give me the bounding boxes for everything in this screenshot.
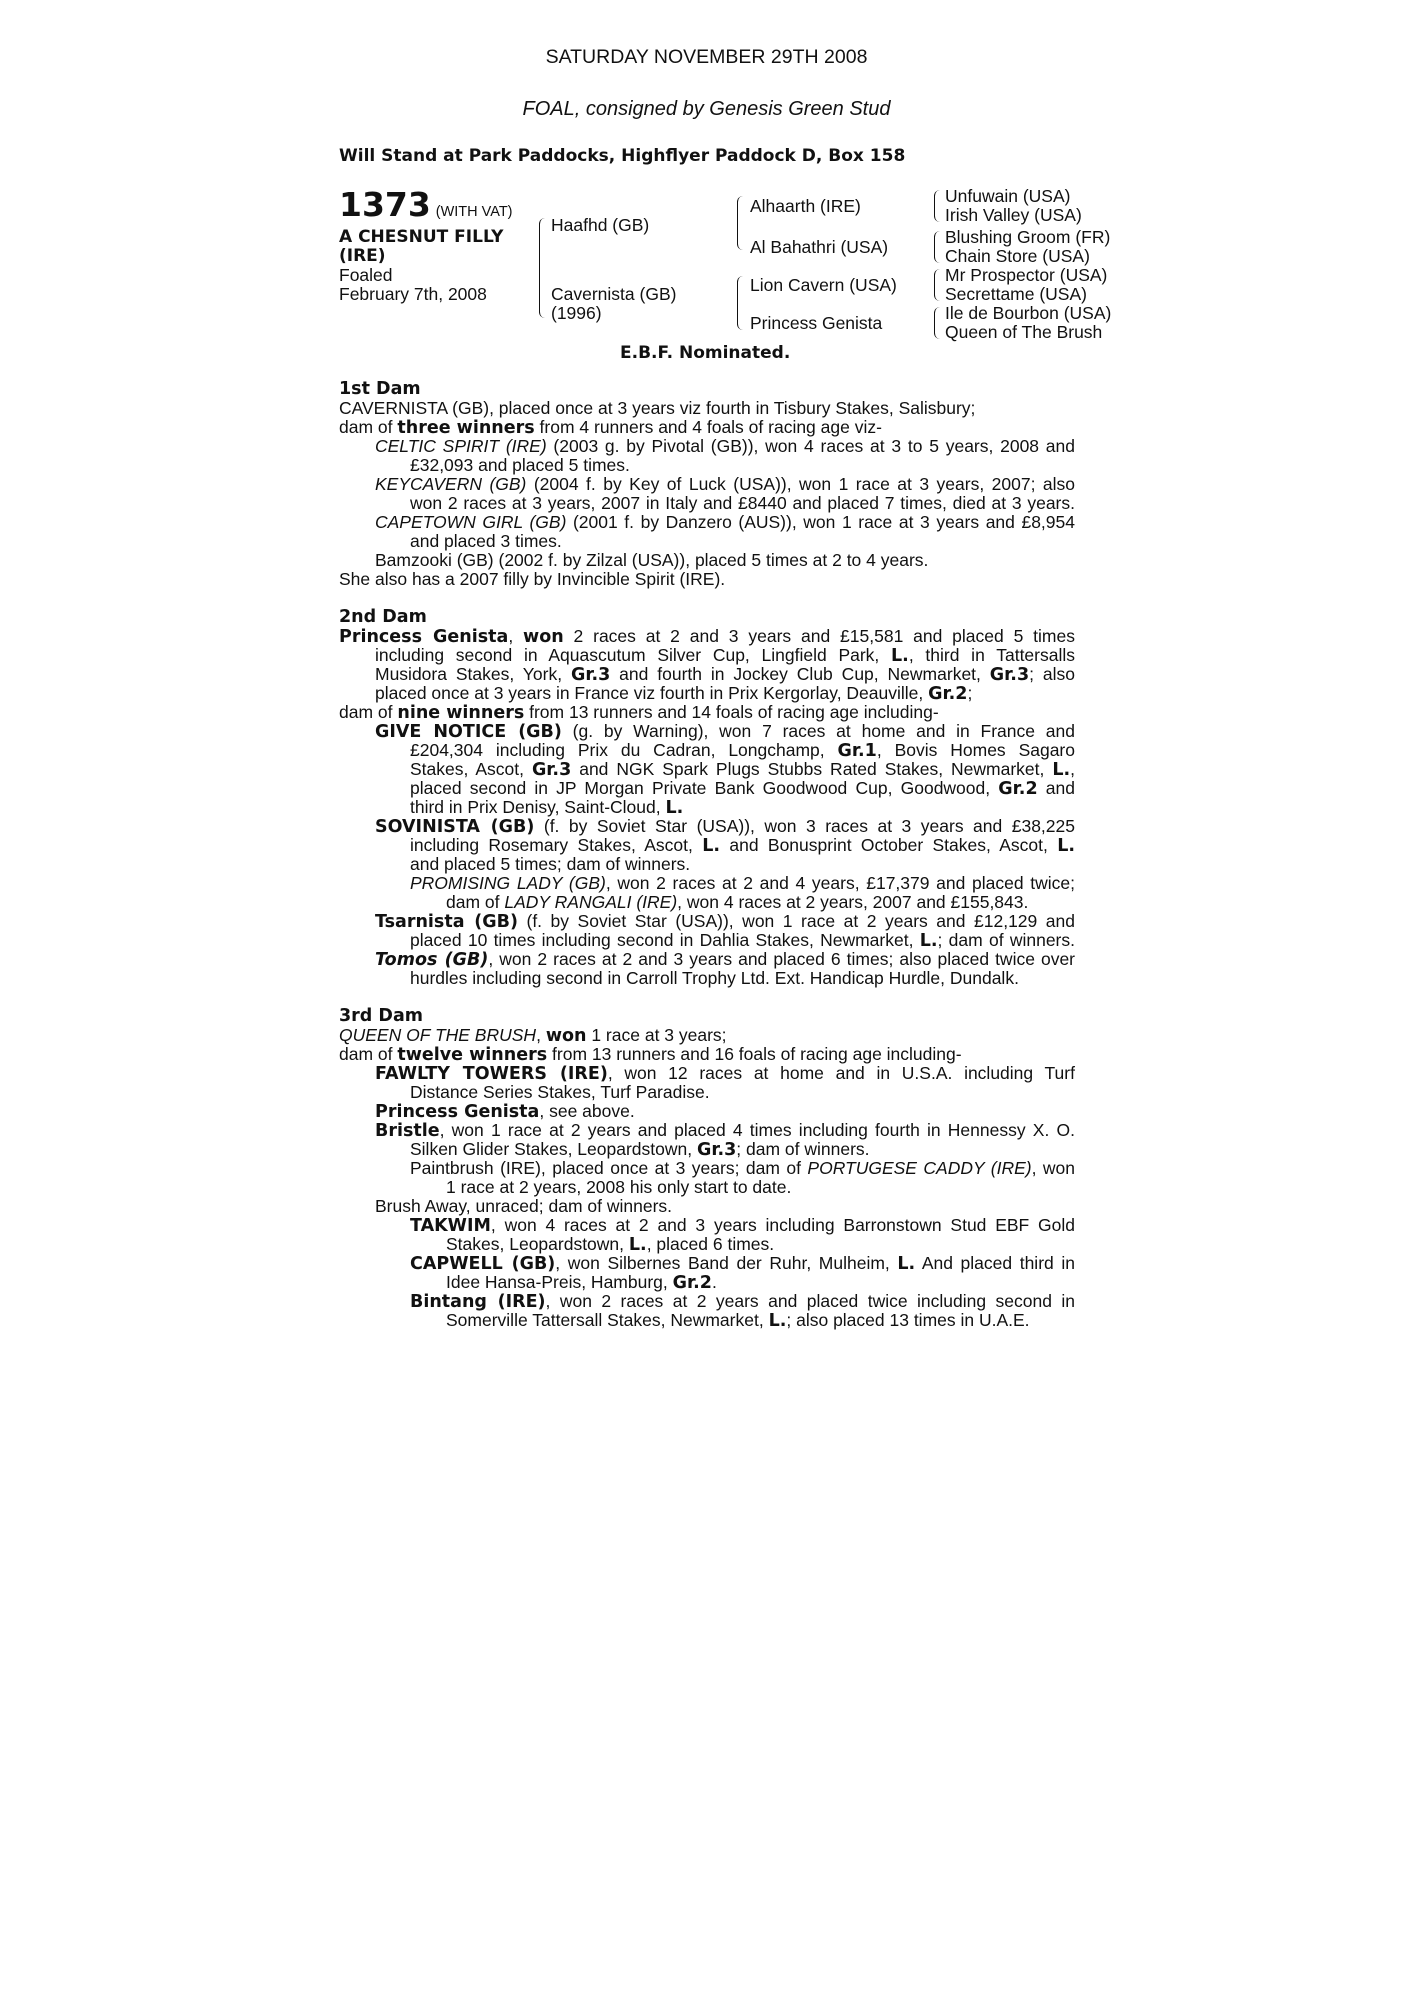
dam-line: placed once at 3 years in France viz fourth in Prix Kergorlay, Deauville, Gr.2; xyxy=(375,683,973,704)
progeny-line: hurdles including second in Carroll Trophy Ltd. Ext. Handicap Hurdle, Dundalk. xyxy=(410,968,1019,988)
progeny-line: GIVE NOTICE (GB) (g. by Warning), won 7 races at home and in France and xyxy=(375,721,1075,742)
progeny-line: TAKWIM, won 4 races at 2 and 3 years including Barronstown Stud EBF Gold xyxy=(410,1215,1075,1236)
progeny-line: Bintang (IRE), won 2 races at 2 years and placed twice including second in xyxy=(410,1291,1075,1312)
progeny-line: won 2 races at 3 years, 2007 in Italy and £8440 and placed 7 times, died at 3 years. xyxy=(410,493,1075,513)
lot-number: 1373 xyxy=(339,185,431,224)
pedigree-ddd: Queen of The Brush xyxy=(945,322,1103,342)
progeny-line: Idee Hansa-Preis, Hamburg, Gr.2. xyxy=(446,1272,717,1293)
progeny-line: Princess Genista, see above. xyxy=(375,1101,635,1122)
progeny-line: Stakes, Ascot, Gr.3 and NGK Spark Plugs Stubbs Rated Stakes, Newmarket, L., xyxy=(410,759,1076,780)
dam-line: Princess Genista, won 2 races at 2 and 3 years and £15,581 and placed 5 times xyxy=(339,626,1075,647)
foaled-label: Foaled xyxy=(339,265,393,285)
progeny-line: and placed 3 times. xyxy=(410,531,562,551)
dam-line: dam of three winners from 4 runners and 4 foals of racing age viz- xyxy=(339,417,882,438)
progeny-line: Tomos (GB), won 2 races at 2 and 3 years and placed 6 times; also placed twice over xyxy=(375,949,1076,970)
progeny-line: Tsarnista (GB) (f. by Soviet Star (USA)), won 1 race at 2 years and £12,129 and xyxy=(375,911,1075,932)
section-heading: 2nd Dam xyxy=(339,607,427,627)
progeny-line: including Rosemary Stakes, Ascot, L. and Bonusprint October Stakes, Ascot, L. xyxy=(410,835,1075,856)
progeny-line: Stakes, Leopardstown, L., placed 6 times. xyxy=(446,1234,775,1255)
pedigree-dam: Cavernista (GB) xyxy=(551,284,677,304)
dam-line: dam of nine winners from 13 runners and 14 foals of racing age including- xyxy=(339,702,939,723)
progeny-line: PROMISING LADY (GB), won 2 races at 2 and 4 years, £17,379 and placed twice; xyxy=(410,873,1075,893)
stand-location: Will Stand at Park Paddocks, Highflyer Paddock D, Box 158 xyxy=(339,146,906,166)
pedigree-brace-gen1 xyxy=(539,218,548,318)
progeny-line: CELTIC SPIRIT (IRE) (2003 g. by Pivotal (GB)), won 4 races at 3 to 5 years, 2008 and xyxy=(375,436,1075,456)
dam-line: including second in Aquascutum Silver Cup, Lingfield Park, L., third in Tattersalls xyxy=(375,645,1075,666)
pedigree-brace-3c xyxy=(934,269,943,301)
pedigree-dam-dam: Princess Genista xyxy=(750,313,883,333)
progeny-line: placed 10 times including second in Dahlia Stakes, Newmarket, L.; dam of winners. xyxy=(410,930,1075,951)
progeny-line: Silken Glider Stakes, Leopardstown, Gr.3; dam of winners. xyxy=(410,1139,870,1160)
pedigree-sire-sire: Alhaarth (IRE) xyxy=(750,196,861,216)
dam-line: CAVERNISTA (GB), placed once at 3 years viz fourth in Tisbury Stakes, Salisbury; xyxy=(339,398,976,418)
pedigree-brace-3b xyxy=(934,231,943,263)
pedigree-sire: Haafhd (GB) xyxy=(551,215,650,235)
progeny-line: Bamzooki (GB) (2002 f. by Zilzal (USA)), placed 5 times at 2 to 4 years. xyxy=(375,550,929,570)
section-heading: 3rd Dam xyxy=(339,1006,423,1026)
lot-heading xyxy=(339,185,513,224)
pedigree-sdd: Chain Store (USA) xyxy=(945,246,1090,266)
pedigree-brace-sire xyxy=(737,196,746,250)
progeny-line: £32,093 and placed 5 times. xyxy=(410,455,630,475)
pedigree-dam-year: (1996) xyxy=(551,303,602,323)
dam-line: QUEEN OF THE BRUSH, won 1 race at 3 years; xyxy=(339,1025,727,1046)
progeny-line: KEYCAVERN (GB) (2004 f. by Key of Luck (USA)), won 1 race at 3 years, 2007; also xyxy=(375,474,1075,494)
foaled-date: February 7th, 2008 xyxy=(339,284,487,304)
pedigree-sds: Blushing Groom (FR) xyxy=(945,227,1111,247)
lot-description-origin: (IRE) xyxy=(339,246,386,266)
pedigree-ssd: Irish Valley (USA) xyxy=(945,205,1082,225)
pedigree-brace-dam xyxy=(737,276,746,330)
pedigree-dam-sire: Lion Cavern (USA) xyxy=(750,275,897,295)
pedigree-sss: Unfuwain (USA) xyxy=(945,186,1071,206)
consignor: FOAL, consigned by Genesis Green Stud xyxy=(522,98,891,120)
dam-line: dam of twelve winners from 13 runners and 16 foals of racing age including- xyxy=(339,1044,962,1065)
pedigree-dsd: Secrettame (USA) xyxy=(945,284,1087,304)
progeny-line: Somerville Tattersall Stakes, Newmarket, L.; also placed 13 times in U.A.E. xyxy=(446,1310,1030,1331)
progeny-line: placed second in JP Morgan Private Bank Goodwood Cup, Goodwood, Gr.2 and xyxy=(410,778,1075,799)
progeny-line: Bristle, won 1 race at 2 years and placed 4 times including fourth in Hennessy X. O. xyxy=(375,1120,1075,1141)
section-heading: 1st Dam xyxy=(339,379,421,399)
progeny-line: FAWLTY TOWERS (IRE), won 12 races at home and in U.S.A. including Turf xyxy=(375,1063,1075,1084)
progeny-line: and placed 5 times; dam of winners. xyxy=(410,854,691,874)
pedigree-sire-dam: Al Bahathri (USA) xyxy=(750,237,889,257)
dam-line: Musidora Stakes, York, Gr.3 and fourth in Jockey Club Cup, Newmarket, Gr.3; also xyxy=(375,664,1075,685)
progeny-line: Distance Series Stakes, Turf Paradise. xyxy=(410,1082,710,1102)
pedigree-dds: Ile de Bourbon (USA) xyxy=(945,303,1112,323)
sale-date: SATURDAY NOVEMBER 29TH 2008 xyxy=(545,46,868,68)
progeny-line: SOVINISTA (GB) (f. by Soviet Star (USA)), won 3 races at 3 years and £38,225 xyxy=(375,816,1075,837)
progeny-line: £204,304 including Prix du Cadran, Longchamp, Gr.1, Bovis Homes Sagaro xyxy=(410,740,1075,761)
lot-description: A CHESNUT FILLY xyxy=(339,227,504,247)
progeny-line: Brush Away, unraced; dam of winners. xyxy=(375,1196,673,1216)
ebf-nominated: E.B.F. Nominated. xyxy=(620,343,791,363)
dam-line: She also has a 2007 filly by Invincible Spirit (IRE). xyxy=(339,569,726,589)
pedigree-brace-3a xyxy=(934,190,943,222)
pedigree-brace-3d xyxy=(934,307,943,339)
progeny-line: CAPETOWN GIRL (GB) (2001 f. by Danzero (AUS)), won 1 race at 3 years and £8,954 xyxy=(375,512,1075,532)
pedigree-dss: Mr Prospector (USA) xyxy=(945,265,1108,285)
progeny-line: Paintbrush (IRE), placed once at 3 years; dam of PORTUGESE CADDY (IRE), won xyxy=(410,1158,1076,1178)
progeny-line: CAPWELL (GB), won Silbernes Band der Ruhr, Mulheim, L. And placed third in xyxy=(410,1253,1075,1274)
progeny-line: dam of LADY RANGALI (IRE), won 4 races at 2 years, 2007 and £155,843. xyxy=(446,892,1029,912)
lot-vat: (WITH VAT) xyxy=(435,204,513,220)
progeny-line: third in Prix Denisy, Saint-Cloud, L. xyxy=(410,797,684,818)
progeny-line: 1 race at 2 years, 2008 his only start to date. xyxy=(446,1177,792,1197)
